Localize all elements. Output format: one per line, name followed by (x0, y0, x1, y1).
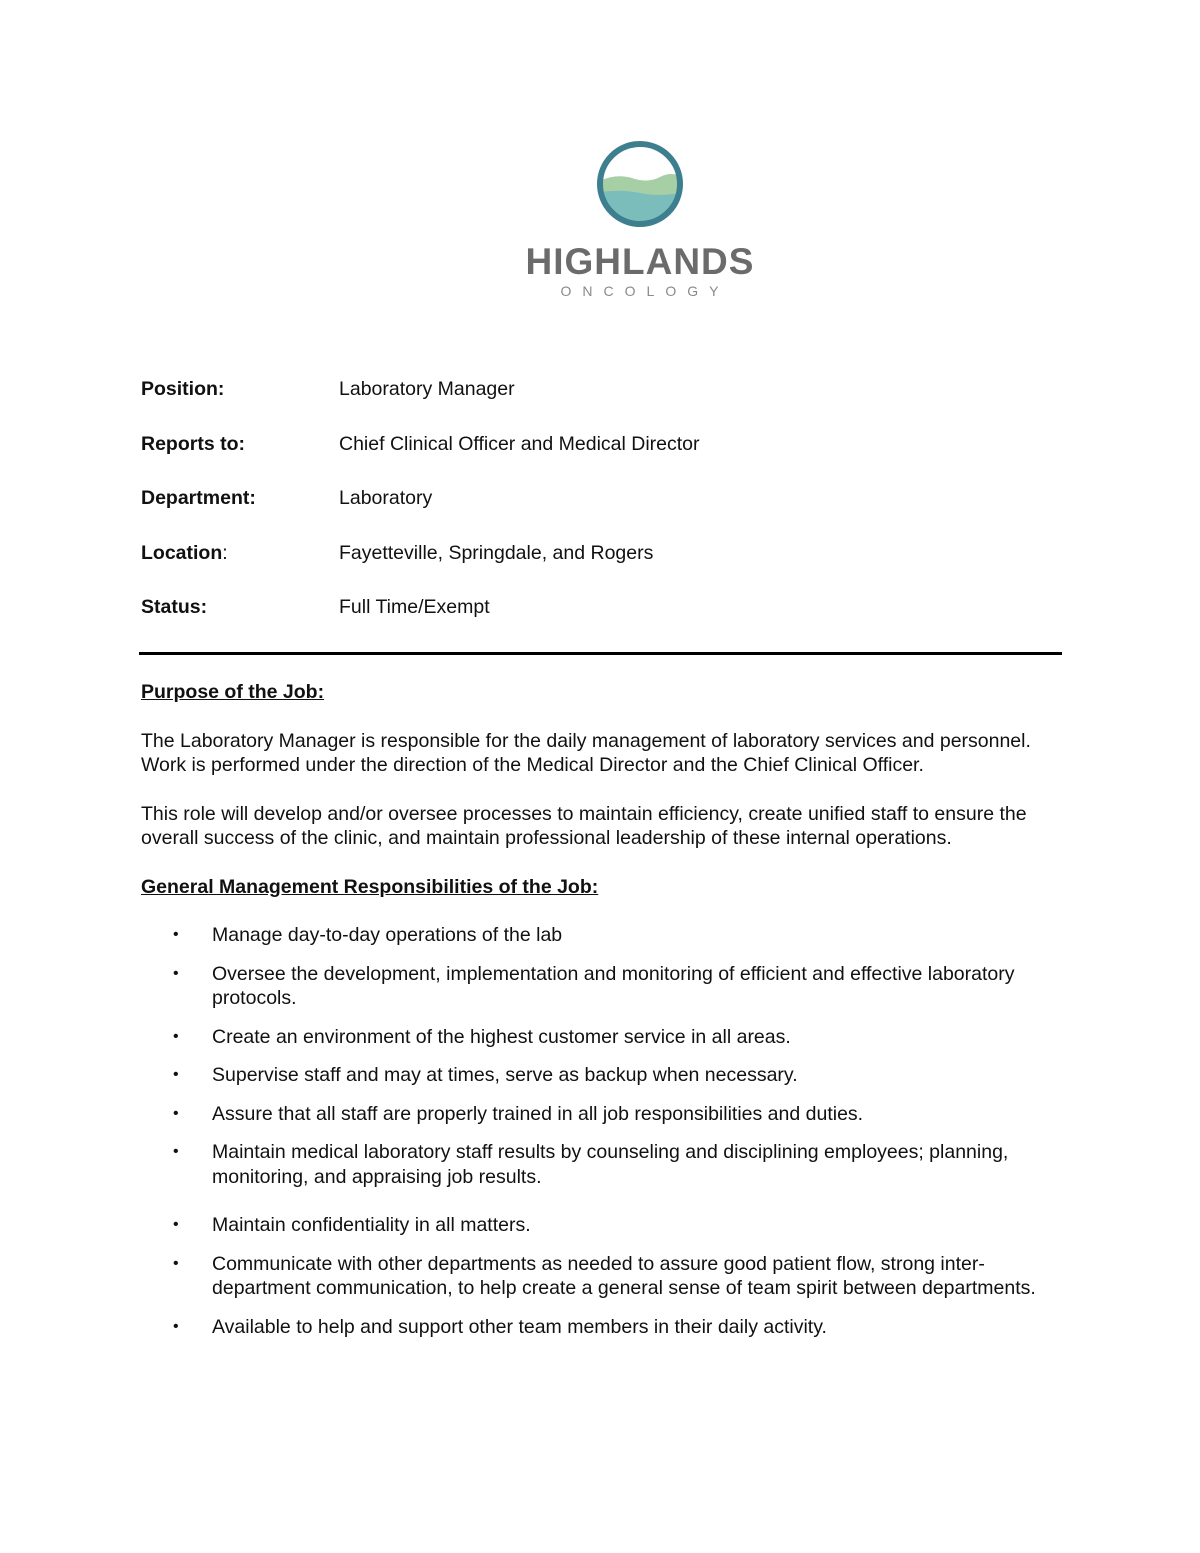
department-label: Department: (141, 487, 256, 509)
location-label-colon: : (222, 541, 228, 564)
reports-to-label: Reports to: (141, 432, 245, 455)
bullet-icon: • (173, 1317, 179, 1335)
responsibilities-list (141, 923, 1061, 1339)
position-info-table (141, 376, 1061, 649)
department-value: Laboratory (339, 487, 433, 509)
company-logo (520, 138, 760, 308)
list-item-text: Maintain confidentiality in all matters. (212, 1214, 531, 1236)
list-item (141, 1063, 1061, 1088)
list-item-text: Assure that all staff are properly trained in all job responsibilities and duties. (212, 1102, 864, 1125)
location-label: Location (141, 541, 223, 564)
list-item (141, 1213, 1061, 1238)
list-item (141, 1315, 1061, 1340)
list-item (141, 1252, 1061, 1301)
info-row-department (141, 485, 1061, 540)
bullet-icon: • (173, 1066, 179, 1083)
logo-wordmark: HIGHLANDS (525, 241, 755, 282)
responsibilities-heading: General Management Responsibilities of the Job: (141, 875, 599, 898)
purpose-heading: Purpose of the Job: (141, 681, 325, 703)
reports-to-value: Chief Clinical Officer and Medical Director (339, 432, 700, 455)
job-description-body (141, 680, 1061, 1353)
logo-subtitle: ONCOLOGY (560, 283, 730, 299)
list-item (141, 1140, 1061, 1189)
purpose-paragraph-2: This role will develop and/or oversee processes to maintain efficiency, create unified staff to ensure the overall success of the clinic, and maintain professional leadership of these internal operations. (141, 802, 1027, 849)
bullet-icon: • (173, 926, 179, 943)
location-value: Fayetteville, Springdale, and Rogers (339, 541, 654, 564)
horizontal-divider (139, 652, 1062, 655)
list-item-text: Oversee the development, implementation and monitoring of efficient and effective laboratory protocols. (212, 962, 1015, 1009)
list-item-text: Available to help and support other team members in their daily activity. (212, 1315, 827, 1338)
position-value: Laboratory Manager (339, 378, 515, 400)
list-item-text: Communicate with other departments as needed to assure good patient flow, strong inter-department communication, to help create a general sense of team spirit between departments. (212, 1252, 1036, 1299)
bullet-icon: • (173, 1143, 179, 1160)
list-item-text: Manage day-to-day operations of the lab (212, 924, 563, 946)
purpose-paragraph-1: The Laboratory Manager is responsible for the daily management of laboratory services and personnel. Work is performed under the direction of the Medical Director and the Chief Clinical Officer. (141, 729, 1031, 776)
info-row-reports-to (141, 431, 1061, 486)
position-label: Position: (141, 378, 225, 400)
list-item-text: Supervise staff and may at times, serve as backup when necessary. (212, 1064, 798, 1086)
list-item-text: Maintain medical laboratory staff results by counseling and disciplining employees; planning, monitoring, and appraising job results. (212, 1141, 1009, 1188)
list-item (141, 1025, 1061, 1050)
bullet-icon: • (173, 1104, 179, 1122)
info-row-location (141, 540, 1061, 595)
logo-emblem-icon (520, 138, 760, 238)
info-row-status (141, 594, 1061, 649)
list-item (141, 1102, 1061, 1127)
bullet-icon: • (173, 964, 179, 982)
status-label: Status: (141, 596, 208, 618)
status-value: Full Time/Exempt (339, 596, 490, 618)
list-item (141, 962, 1061, 1011)
bullet-icon: • (173, 1027, 179, 1045)
location-label-wrap (141, 540, 339, 566)
bullet-icon: • (173, 1254, 179, 1272)
info-row-position (141, 376, 1061, 431)
list-item (141, 923, 1061, 948)
list-item-text: Create an environment of the highest customer service in all areas. (212, 1025, 791, 1048)
bullet-icon: • (173, 1216, 179, 1233)
